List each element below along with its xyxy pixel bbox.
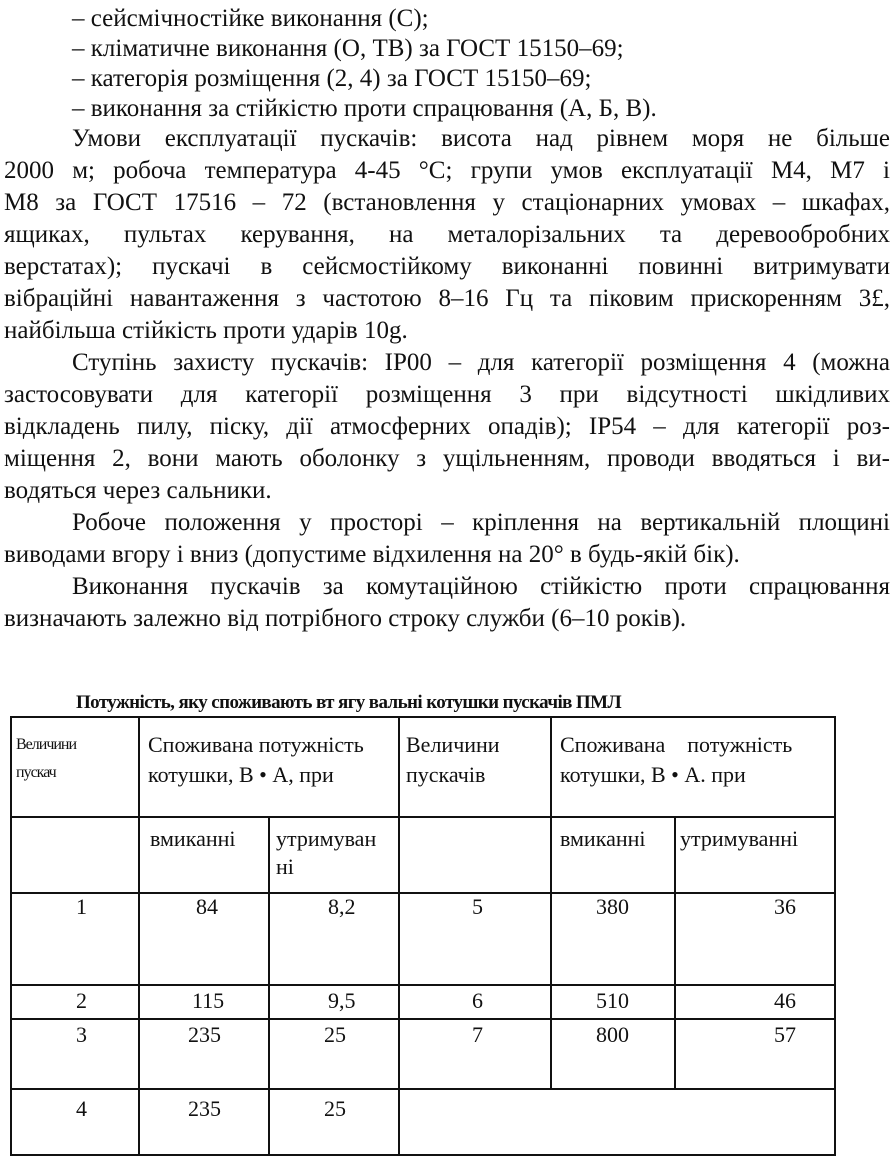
table-cell: 46 — [774, 988, 796, 1013]
table-rule — [398, 718, 400, 1154]
paragraph-protection-line: Ступінь захисту пускачів: ІР00 – для категорії розміщення 4 (можна — [72, 349, 890, 376]
table-cell: 57 — [774, 1022, 796, 1047]
paragraph-conditions-line: М8 за ГОСТ 17516 – 72 (встановлення у стаціонарних умовах – шкафах, — [4, 189, 890, 216]
table-cell: 235 — [188, 1096, 221, 1121]
table-cell: 84 — [196, 894, 218, 919]
list-item-resistance: – виконання за стійкістю проти спрацювання (А, Б, В). — [72, 95, 657, 122]
table-cell: 8,2 — [328, 894, 356, 919]
paragraph-conditions-line: вібраційні навантаження з частотою 8–16 Гц та піковим прискоренням 3£, — [4, 285, 890, 312]
table-rule — [12, 816, 834, 818]
paragraph-switching-line: Виконання пускачів за комутаційною стійкістю проти спрацювання — [72, 573, 890, 600]
table-cell: 235 — [188, 1022, 221, 1047]
table-rule — [550, 718, 552, 1088]
paragraph-conditions-line: Умови експлуатації пускачів: висота над рівнем моря не більше — [72, 125, 890, 152]
paragraph-protection-line: застосовувати для категорії розміщення 3 при відсутності шкідливих — [4, 381, 890, 408]
subheader-hold-right: утримуванні — [680, 826, 799, 851]
list-item-climatic: – кліматичне виконання (О, ТВ) за ГОСТ 15150–69; — [72, 35, 624, 62]
header-size-left: Величини — [16, 736, 77, 753]
table-rule — [674, 816, 676, 1088]
paragraph-conditions-line: 2000 м; робоча температура 4-45 °С; групи умов експлуатації М4, М7 і — [4, 157, 890, 184]
table-rule — [12, 892, 834, 894]
table-rule — [12, 984, 834, 986]
table-rule — [268, 816, 270, 1154]
header-power-right: котушки, В • А. при — [560, 762, 746, 787]
table-rule — [138, 718, 140, 1154]
subheader-on-left: вмиканні — [150, 826, 236, 851]
table-cell: 115 — [192, 988, 225, 1013]
table-rule — [12, 1018, 834, 1020]
table-cell: 5 — [472, 894, 483, 919]
header-size-left: пускач — [16, 764, 56, 781]
subheader-on-right: вмиканні — [560, 826, 646, 851]
table-cell: 6 — [472, 988, 483, 1013]
table-cell: 25 — [324, 1022, 346, 1047]
list-item-placement: – категорія розміщення (2, 4) за ГОСТ 15150–69; — [72, 65, 592, 92]
table-cell: 2 — [76, 988, 87, 1013]
table-cell: 36 — [774, 894, 796, 919]
paragraph-protection-line: водяться через сальники. — [4, 477, 272, 504]
table-cell: 9,5 — [328, 988, 356, 1013]
header-power-left: Споживана потужність — [148, 732, 364, 757]
header-size-right: Величини — [406, 732, 500, 757]
header-power-right: Споживана потужність — [560, 732, 793, 757]
paragraph-protection-line: міщення 2, вони мають оболонку з ущільненням, проводи вводяться і ви- — [4, 445, 890, 472]
paragraph-conditions-line: найбільша стійкість проти ударів 10g. — [4, 317, 408, 344]
table-cell: 4 — [76, 1096, 87, 1121]
table-cell: 25 — [324, 1096, 346, 1121]
table-cell: 7 — [472, 1022, 483, 1047]
table-cell: 1 — [76, 894, 87, 919]
table-cell: 3 — [76, 1022, 87, 1047]
paragraph-position-line: виводами вгору і вниз (допустиме відхилення на 20° в будь-якій бік). — [4, 541, 740, 568]
table-cell: 380 — [596, 894, 629, 919]
paragraph-protection-line: відкладень пилу, піску, дії атмосферних опадів); ІР54 – для категорії роз- — [4, 413, 890, 440]
list-item-seismic: – сейсмічностійке виконання (С); — [72, 5, 429, 32]
table-rule — [12, 1088, 834, 1090]
table-cell: 510 — [596, 988, 629, 1013]
paragraph-conditions-line: верстатах); пускачі в сейсмостійкому виконанні повинні витримувати — [4, 253, 890, 280]
subheader-hold-left: ні — [276, 854, 294, 879]
table-cell: 800 — [596, 1022, 629, 1047]
paragraph-conditions-line: ящиках, пультах керування, на металорізальних та деревообробних — [4, 221, 890, 248]
header-size-right: пускачів — [406, 762, 486, 787]
subheader-hold-left: утримуван — [276, 826, 377, 851]
paragraph-position-line: Робоче положення у просторі – кріплення на вертикальній площині — [72, 509, 890, 536]
table-caption: Потужність, яку споживають вт ягу вальні котушки пускачів ПМЛ — [76, 692, 621, 713]
header-power-left: котушки, В • А, при — [148, 762, 334, 787]
paragraph-switching-line: визначають залежно від потрібного строку служби (6–10 років). — [4, 605, 687, 632]
power-table — [10, 716, 836, 1156]
